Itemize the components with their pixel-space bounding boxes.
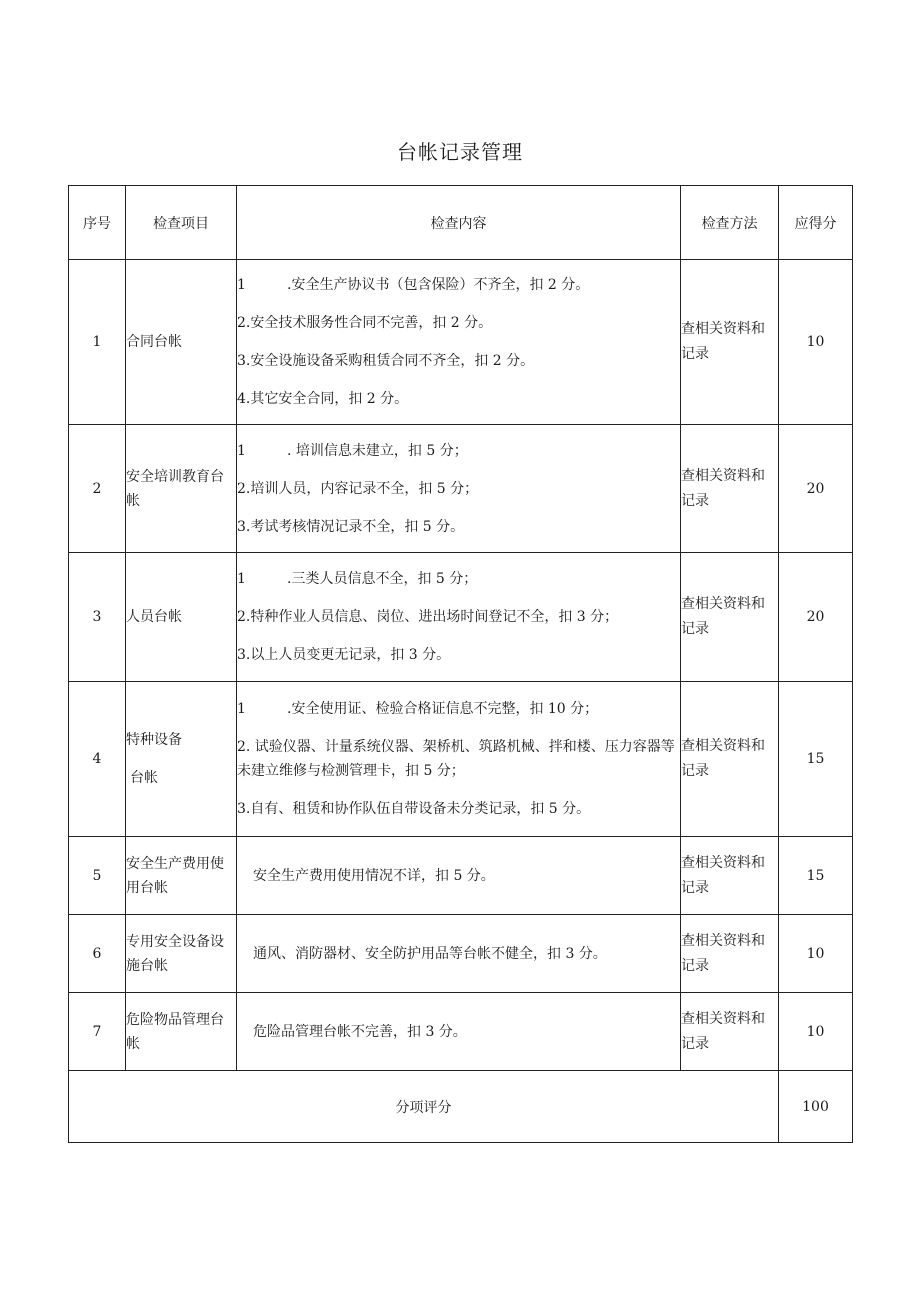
row-no: 4	[69, 682, 126, 837]
content-line: 安全生产费用使用情况不详，扣 5 分。	[253, 867, 495, 884]
row-item: 合同台帐	[126, 260, 237, 425]
content-line	[237, 690, 680, 728]
row-content	[237, 425, 681, 553]
row-no: 1	[69, 260, 126, 425]
row-content	[237, 682, 681, 837]
row-score: 15	[779, 837, 853, 915]
row-content	[237, 993, 681, 1071]
row-item: 专用安全设备设施台帐	[126, 915, 237, 993]
row-item: 危险物品管理台帐	[126, 993, 237, 1071]
content-line: 3.安全设施设备采购租赁合同不齐全，扣 2 分。	[237, 353, 535, 369]
content-line: 3.自有、租赁和协作队伍自带设备未分类记录，扣 5 分。	[237, 801, 591, 817]
table-row	[69, 993, 853, 1071]
content-text: . 培训信息未建立，扣 5 分；	[287, 442, 468, 459]
row-item-line: 台帐	[130, 770, 158, 786]
item-number: 1	[237, 277, 246, 293]
row-score: 20	[779, 553, 853, 682]
table-row	[69, 553, 853, 682]
content-line: 2.特种作业人员信息、岗位、进出场时间登记不全，扣 3 分；	[237, 609, 619, 625]
header-item: 检查项目	[126, 186, 237, 260]
content-line: 3.以上人员变更无记录，扣 3 分。	[237, 647, 451, 663]
table-row	[69, 682, 853, 837]
row-score: 10	[779, 993, 853, 1071]
item-number: 1	[237, 701, 246, 717]
row-method: 查相关资料和记录	[681, 260, 779, 425]
row-method: 查相关资料和记录	[681, 425, 779, 553]
row-no: 2	[69, 425, 126, 553]
header-no: 序号	[69, 186, 126, 260]
row-no: 3	[69, 553, 126, 682]
row-content	[237, 915, 681, 993]
row-content	[237, 837, 681, 915]
item-number: 1	[237, 571, 246, 587]
row-item-line: 特种设备	[126, 732, 182, 748]
summary-row	[69, 1071, 853, 1143]
row-item: 安全生产费用使用台帐	[126, 837, 237, 915]
content-line: 2. 试验仪器、计量系统仪器、架桥机、筑路机械、拌和楼、压力容器等未建立维修与检测管理卡，扣 5 分；	[237, 739, 675, 779]
summary-label: 分项评分	[69, 1071, 779, 1143]
content-line: 4.其它安全合同，扣 2 分。	[237, 391, 409, 407]
row-no: 5	[69, 837, 126, 915]
row-score: 20	[779, 425, 853, 553]
row-content	[237, 553, 681, 682]
row-method: 查相关资料和记录	[681, 915, 779, 993]
row-score: 10	[779, 260, 853, 425]
row-score: 10	[779, 915, 853, 993]
content-line	[237, 266, 680, 304]
table-row	[69, 260, 853, 425]
content-text: .安全生产协议书（包含保险）不齐全，扣 2 分。	[287, 277, 590, 293]
inspection-table	[68, 185, 853, 1143]
content-text: .三类人员信息不全，扣 5 分；	[287, 571, 478, 587]
table-header-row	[69, 186, 853, 260]
header-content: 检查内容	[237, 186, 681, 260]
summary-score: 100	[779, 1071, 853, 1143]
row-item: 安全培训教育台帐	[126, 425, 237, 553]
row-method: 查相关资料和记录	[681, 993, 779, 1071]
header-score: 应得分	[779, 186, 853, 260]
row-method: 查相关资料和记录	[681, 682, 779, 837]
content-text: .安全使用证、检验合格证信息不完整，扣 10 分；	[287, 701, 599, 717]
content-line	[237, 560, 680, 598]
row-method: 查相关资料和记录	[681, 553, 779, 682]
row-item	[126, 682, 237, 837]
content-line: 危险品管理台帐不完善，扣 3 分。	[253, 1023, 467, 1040]
table-row	[69, 425, 853, 553]
content-line: 通风、消防器材、安全防护用品等台帐不健全，扣 3 分。	[253, 945, 607, 962]
table-row	[69, 915, 853, 993]
content-line: 2.安全技术服务性合同不完善，扣 2 分。	[237, 315, 493, 331]
item-number: 1	[237, 442, 246, 459]
content-line: 3.考试考核情况记录不全，扣 5 分。	[237, 518, 465, 535]
content-line	[237, 432, 680, 470]
content-line: 2.培训人员，内容记录不全，扣 5 分；	[237, 480, 479, 497]
row-item: 人员台帐	[126, 553, 237, 682]
header-method: 检查方法	[681, 186, 779, 260]
page-title: 台帐记录管理	[397, 140, 523, 164]
row-content	[237, 260, 681, 425]
row-no: 7	[69, 993, 126, 1071]
table-row	[69, 837, 853, 915]
row-method: 查相关资料和记录	[681, 837, 779, 915]
row-score: 15	[779, 682, 853, 837]
row-no: 6	[69, 915, 126, 993]
